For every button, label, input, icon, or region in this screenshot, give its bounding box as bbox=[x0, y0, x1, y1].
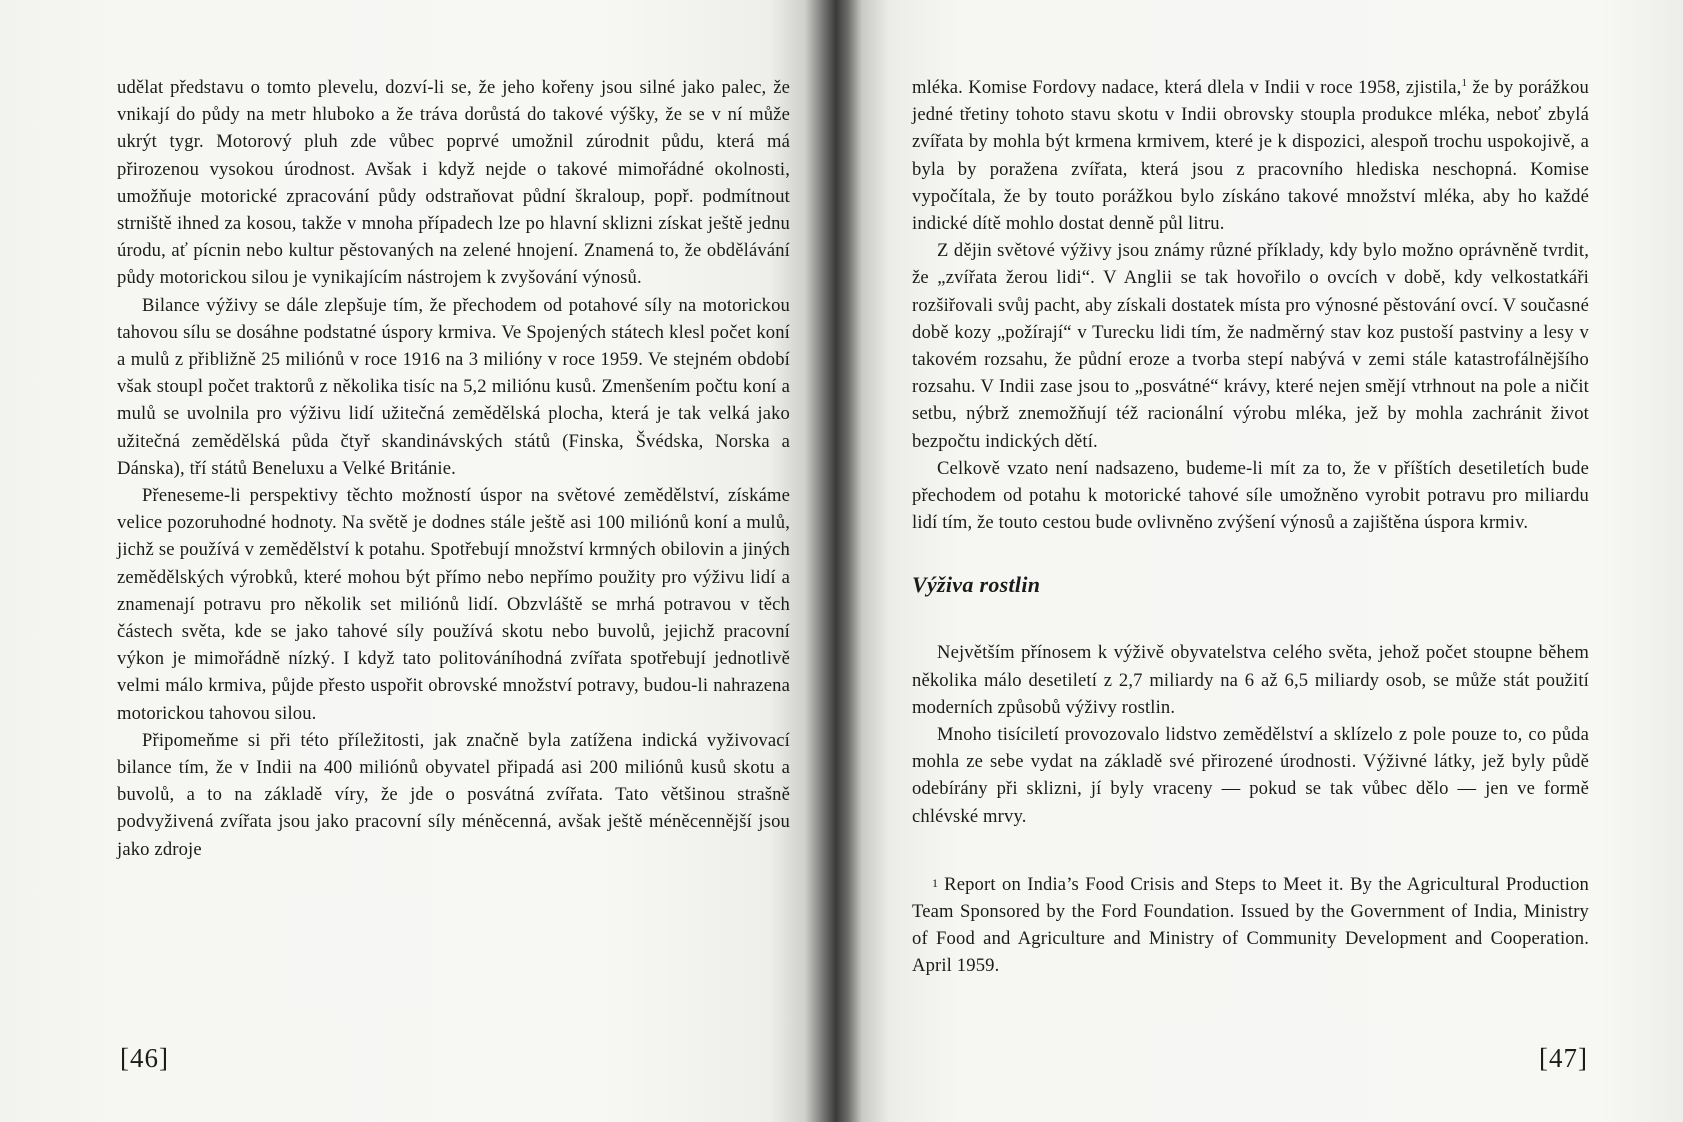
right-page bbox=[912, 74, 1589, 980]
right-paragraph-1 bbox=[912, 74, 1589, 237]
right-paragraph-5: Mnoho tisíciletí provozovalo lidstvo zemědělství a sklízelo z pole pouze to, co půda mohla ze sebe vydat na základě své přirozené úrodnosti. Výživné látky, jež byly půdě odebírány při sklizni, jí byly vraceny — pokud se tak vůbec dělo — jen ve formě chlévské mrvy. bbox=[912, 724, 1589, 827]
section-heading: Výživa rostlin bbox=[912, 572, 1041, 598]
left-paragraph-3: Přeneseme-li perspektivy těchto možností úspor na světové zemědělství, získáme velice pozoruhodné hodnoty. Na světě je dodnes stále ještě asi 100 miliónů koní a mulů, jichž se používá v zemědělství k potahu. Spotřebují množství krmných obilovin a jiných zemědělských výrobků, které mohou být přímo nebo nepřímo použity pro výživu lidí a znamenají potravu pro několik set miliónů lidí. Obzvláště se mrhá potravou v těch částech světa, kde se jako tahové síly používá skotu nebo buvolů, jejichž pracovní výkon je mimořádně nízký. I když tato politováníhodná zvířata spotřebují jednotlivě velmi málo krmiva, půjde přesto uspořit obrovské množství potravy, budou-li nahrazena motorickou tahovou silou. bbox=[117, 485, 790, 724]
right-paragraph-2: Z dějin světové výživy jsou známy různé příklady, kdy bylo možno oprávněně tvrdit, že „zvířata žerou lidi“. V Anglii se tak hovořilo o ovcích v době, kdy velkostatkáři rozšiřovali svůj pacht, aby získali dostatek místa pro výnosné pěstování ovcí. V současné době kozy „požírají“ v Turecku lidi tím, že nadměrný stav koz pustoší pastviny a lesy v takovém rozsahu, že půdní eroze a tvorba stepí nabývá v zemi stále katastrofálnějšího rozsahu. V Indii zase jsou to „posvátné“ krávy, které nejen smějí vtrhnout na pole a ničit setbu, nýbrž znemožňují též racionální výrobu mléka, jež by mohla zachránit život bezpočtu indických dětí. bbox=[912, 240, 1589, 452]
right-paragraph-3: Celkově vzato není nadsazeno, budeme-li mít za to, že v příštích desetiletích bude přechodem od potahu k motorické tahové síle umožněno vyrobit potravu pro miliardu lidí tím, že touto cestou bude ovlivněno zvýšení výnosů a zajištěna úspora krmiv. bbox=[912, 457, 1589, 534]
footnotes bbox=[912, 870, 1589, 980]
footnote-reference: 1 bbox=[1461, 76, 1468, 89]
right-paragraph-4: Největším přínosem k výživě obyvatelstva celého světa, jehož počet stoupne během několika málo desetiletí z 2,7 miliardy na 6 až 6,5 miliardy osob, se může stát použití moderních způsobů výživy rostlin. bbox=[912, 642, 1589, 718]
left-page-number: [46] bbox=[120, 1043, 169, 1073]
left-paragraph-1: udělat představu o tomto plevelu, dozví-li se, že jeho kořeny jsou silné jako palec, že vnikají do půdy na metr hluboko a že tráva dorůstá do takové výšky, že se v ní může ukrýt tygr. Motorový pluh zde vůbec poprvé umožnil zúrodnit půdu, která má přirozenou vysokou úrodnost. Avšak i když nejde o takové mimořádné okolnosti, umožňuje motorické zpracování půdy odstraňovat půdní škraloup, popř. podmítnout strniště ihned za kosou, takže v mnoha případech lze po hlavní sklizni získat ještě jednu úrodu, ať pícnin nebo kultur pěstovaných na zelené hnojení. Znamená to, že obdělávání půdy motorickou silou je vynikajícím nástrojem k zvyšování výnosů. bbox=[117, 77, 790, 289]
footnote-marker: 1 bbox=[932, 875, 939, 890]
right-paragraph-1-rest: že by porážkou jedné třetiny tohoto stavu skotu v Indii obrovsky stoupla produkce mléka, neboť zbylá zvířata by mohla být krmena krmivem, které je k dispozici, alespoň trochu uspokojivě, a byla by poražena zvířata, která jsou z pracovního hlediska neschopná. Komise vypočítala, že by touto porážkou bylo získáno takové množství mléka, aby ho každé indické dítě mohlo dostat denně půl litru. bbox=[912, 77, 1589, 235]
left-paragraph-2: Bilance výživy se dále zlepšuje tím, že přechodem od potahové síly na motorickou tahovou sílu se dosáhne podstatné úspory krmiva. Ve Spojených státech klesl počet koní a mulů z přibližně 25 miliónů v roce 1916 na 3 milióny v roce 1959. Ve stejném období však stoupl počet traktorů z několika tisíc na 5,2 miliónu kusů. Zmenšením počtu koní a mulů se uvolnila pro výživu lidí užitečná zemědělská plocha, která je tak velká jako užitečná zemědělská půda čtyř skandinávských států (Finska, Švédska, Norska a Dánska), tří států Beneluxu a Velké Británie. bbox=[117, 294, 790, 479]
footnote bbox=[912, 870, 1589, 980]
left-paragraph-4: Připomeňme si při této příležitosti, jak značně byla zatížena indická vyživovací bilance tím, že v Indii na 400 miliónů obyvatel připadá asi 200 miliónů kusů skotu a buvolů, a to na základě víry, že jde o posvátná zvířata. Tato většinou strašně podvyživená zvířata jsou jako pracovní síly méněcenná, avšak ještě méněcennější jsou jako zdroje bbox=[117, 729, 790, 860]
footnote-text: Report on India’s Food Crisis and Steps to Meet it. By the Agricultural Production Team Sponsored by the Ford Foundation. Issued by the Government of India, Ministry of Food and Agriculture and Ministry of Community Development and Cooperation. April 1959. bbox=[912, 873, 1589, 977]
right-page-number: [47] bbox=[1539, 1043, 1588, 1073]
right-paragraph-1-start: mléka. Komise Fordovy nadace, která dlela v Indii v roce 1958, zjistila, bbox=[912, 77, 1462, 98]
left-page bbox=[117, 74, 790, 863]
